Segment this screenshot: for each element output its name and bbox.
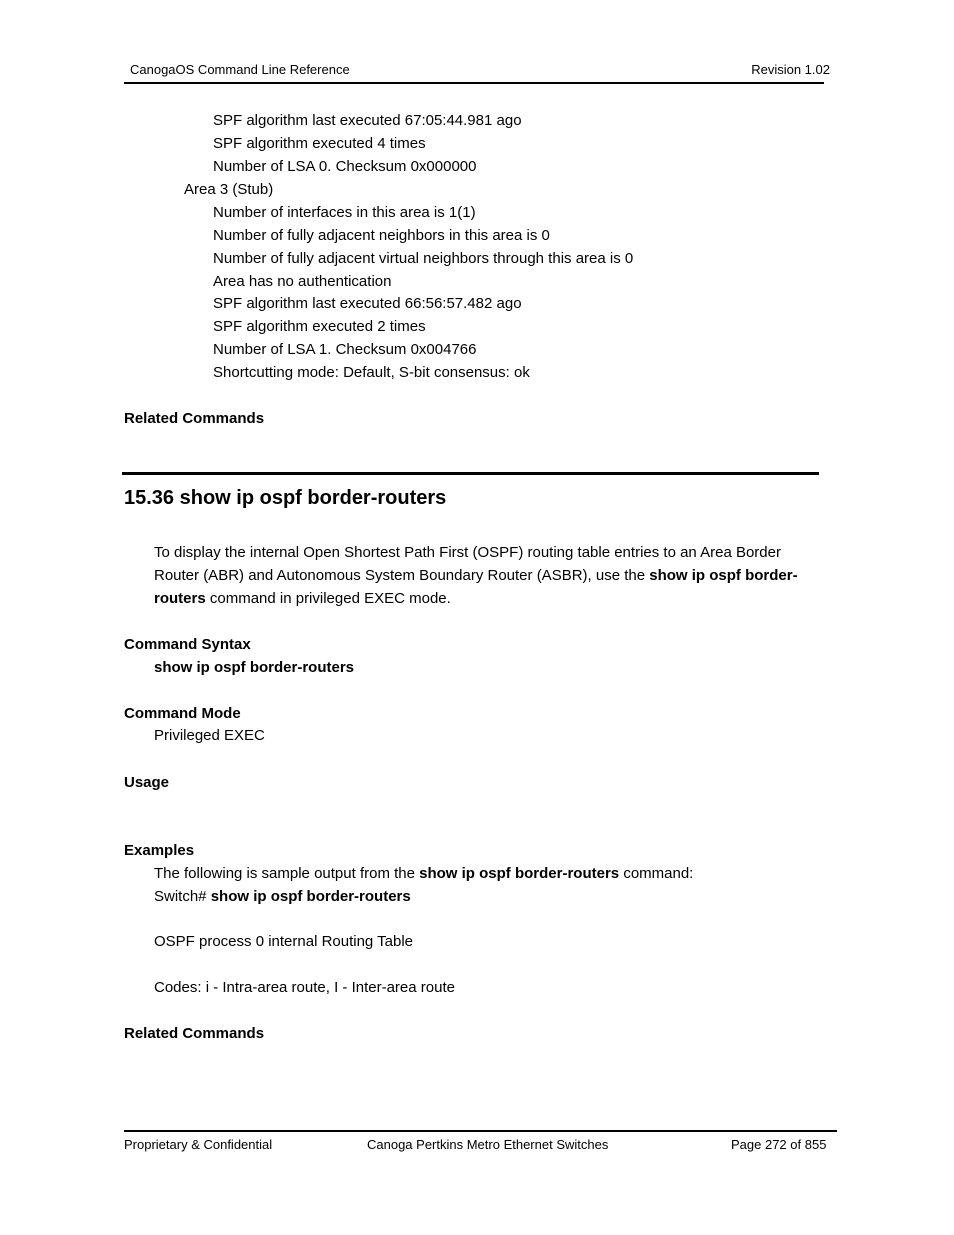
example-prompt-line (154, 885, 411, 908)
footer-confidential: Proprietary & Confidential (124, 1137, 273, 1152)
section-divider (122, 472, 819, 475)
command-syntax-heading: Command Syntax (124, 636, 251, 653)
example-intro-command: show ip ospf border-routers (419, 865, 620, 882)
output-area-label: Area 3 (Stub) (184, 181, 274, 198)
related-commands-heading: Related Commands (124, 1025, 265, 1042)
command-syntax: show ip ospf border-routers (154, 659, 355, 676)
example-intro-text: command: (619, 865, 694, 882)
command-mode: Privileged EXEC (154, 727, 265, 744)
output-line: SPF algorithm executed 2 times (213, 318, 426, 335)
example-intro-text: The following is sample output from the (154, 865, 420, 882)
footer-product: Canoga Pertkins Metro Ethernet Switches (367, 1137, 609, 1152)
example-prompt: Switch# (154, 888, 211, 905)
command-mode-heading: Command Mode (124, 705, 241, 722)
footer-page-number: Page 272 of 855 (731, 1137, 827, 1152)
example-output-line: Codes: i - Intra-area route, I - Inter-area route (154, 979, 455, 996)
output-line: Number of fully adjacent neighbors in this area is 0 (213, 227, 550, 244)
section-title: 15.36 show ip ospf border-routers (124, 487, 447, 509)
example-intro (154, 862, 693, 885)
header-title: CanogaOS Command Line Reference (130, 62, 350, 77)
example-command: show ip ospf border-routers (210, 888, 411, 905)
description-text: command in privileged EXEC mode. (205, 590, 451, 607)
related-commands-heading: Related Commands (124, 410, 265, 427)
description-command: show ip ospf border-routers (154, 567, 798, 607)
output-line: Shortcutting mode: Default, S-bit consensus: ok (213, 364, 530, 381)
output-line: SPF algorithm last executed 66:56:57.482 ago (213, 295, 522, 312)
output-line: Number of LSA 0. Checksum 0x000000 (213, 158, 477, 175)
example-output-line: OSPF process 0 internal Routing Table (154, 933, 414, 950)
output-line: Number of fully adjacent virtual neighbors through this area is 0 (213, 250, 634, 267)
output-line: SPF algorithm executed 4 times (213, 135, 426, 152)
output-line: Number of interfaces in this area is 1(1) (213, 204, 476, 221)
header-divider (124, 82, 824, 84)
usage-heading: Usage (124, 774, 170, 791)
header-revision: Revision 1.02 (751, 62, 830, 77)
section-description (154, 541, 824, 610)
output-line: Number of LSA 1. Checksum 0x004766 (213, 341, 477, 358)
footer-divider (124, 1130, 837, 1132)
output-line: SPF algorithm last executed 67:05:44.981 ago (213, 112, 522, 129)
examples-heading: Examples (124, 842, 195, 859)
output-line: Area has no authentication (213, 273, 392, 290)
description-text: To display the internal Open Shortest Path First (OSPF) routing table entries to an Area Border Router (ABR) and Autonomous System Boundary Router (ASBR), use the (154, 544, 781, 584)
